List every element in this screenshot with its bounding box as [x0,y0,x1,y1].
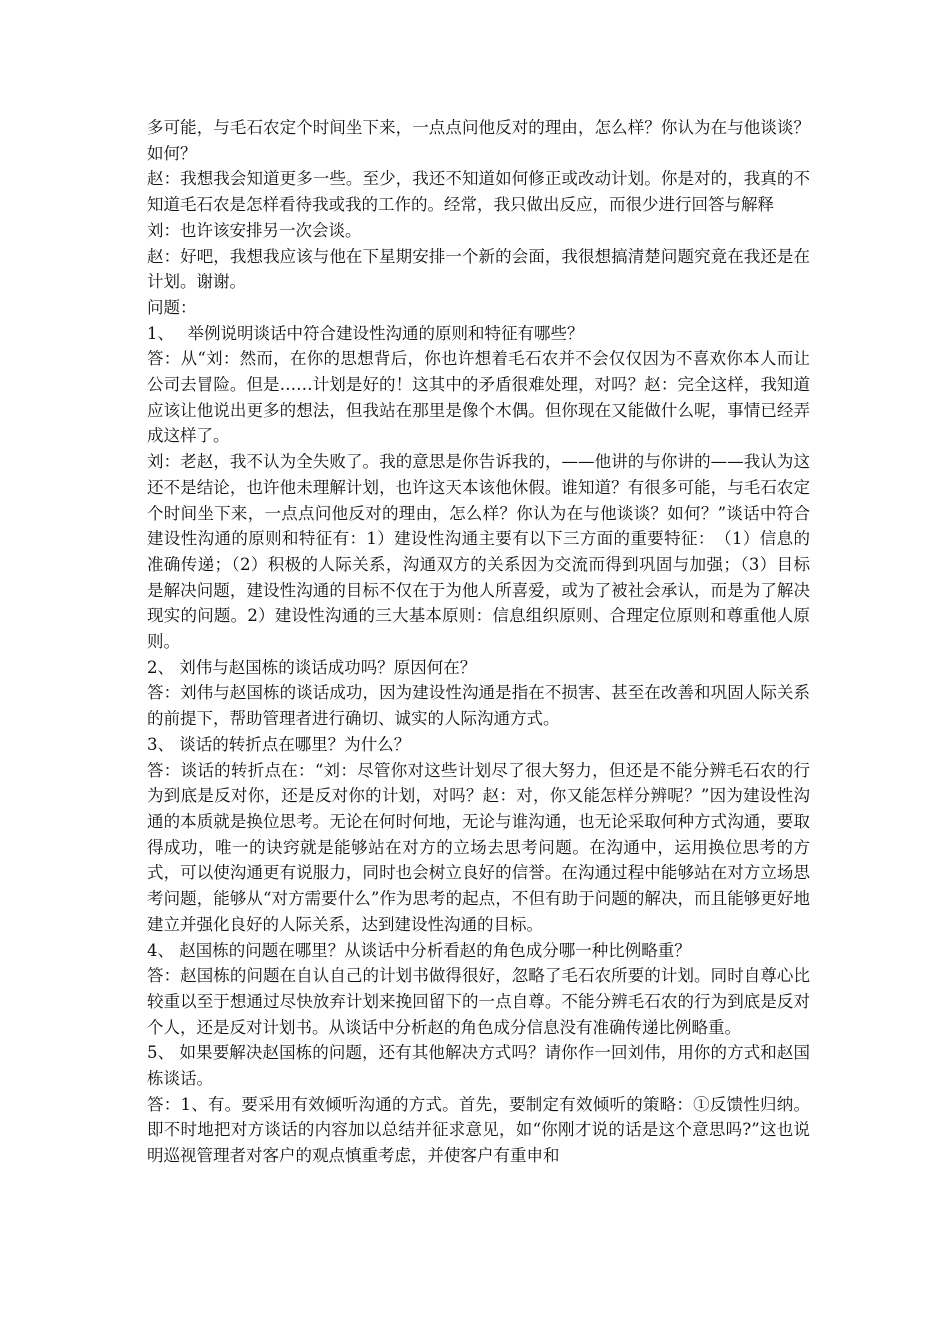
paragraph-continuation: 多可能，与毛石农定个时间坐下来，一点点问他反对的理由，怎么样？你认为在与他谈谈？如何？ [147,118,810,163]
document-page [147,115,810,1169]
question-1: 1、 举例说明谈话中符合建设性沟通的原则和特征有哪些？ [147,323,584,343]
questions-heading: 问题： [147,297,197,317]
question-4: 4、 赵国栋的问题在哪里？从谈话中分析看赵的角色成分哪一种比例略重？ [147,940,691,960]
question-5: 5、 如果要解决赵国栋的问题，还有其他解决方式吗？请你作一回刘伟，用你的方式和赵国栋谈话。 [147,1043,810,1089]
answer-4: 答：赵国栋的问题在自认自己的计划书做得很好，忽略了毛石农所要的计划。同时自尊心比较重以至于想通过尽快放弃计划来挽回留下的一点自尊。不能分辨毛石农的行为到底是反对个人，还是反对计划书。从谈话中分析赵的角色成分信息没有准确传递比例略重。 [147,966,810,1037]
answer-1-part-1: 答：从“刘：然而，在你的思想背后，你也许想着毛石农并不会仅仅因为不喜欢你本人而让公司去冒险。但是……计划是好的！这其中的矛盾很难处理，对吗？赵：完全这样，我知道应该让他说出更多的想法，但我站在那里是像个木偶。但你现在又能做什么呢，事情已经弄成这样了。 [147,349,810,446]
question-2: 2、 刘伟与赵国栋的谈话成功吗？原因何在？ [147,657,477,677]
paragraph-liu-suggestion: 刘：也许该安排另一次会谈。 [147,220,362,240]
answer-1-part-2: 刘：老赵，我不认为全失败了。我的意思是你告诉我的，——他讲的与你讲的——我认为这还不是结论，也许他未理解计划，也许这天本该他休假。谁知道？有很多可能，与毛石农定个时间坐下来，一点点问他反对的理由，怎么样？你认为在与他谈谈？如何？”谈话中符合建设性沟通的原则和特征有：1）建设性沟通主要有以下三方面的重要特征： （1）信息的准确传递；（2）积极的人际关系，沟通双方的关系因为交流而得到巩固与加强；（3）目标是解决问题，建设性沟通的目标不仅在于为他人所喜爱，或为了被社会承认，而是为了解决现实的问题。2）建设性沟通的三大基本原则：信息组织原则、合理定位原则和尊重他人原则。 [147,452,810,652]
paragraph-zhao-reply: 赵：我想我会知道更多一些。至少，我还不知道如何修正或改动计划。你是对的，我真的不知道毛石农是怎样看待我或我的工作的。经常，我只做出反应，而很少进行回答与解释 [147,169,810,215]
answer-3: 答：谈话的转折点在：“刘：尽管你对这些计划尽了很大努力，但还是不能分辨毛石农的行为到底是反对你，还是反对你的计划，对吗？赵：对，你又能怎样分辨呢？”因为建设性沟通的本质就是换位思考。无论在何时何地，无论与谁沟通，也无论采取何种方式沟通，要取得成功，唯一的诀窍就是能够站在对方的立场去思考问题。在沟通中，运用换位思考的方式，可以使沟通更有说服力，同时也会树立良好的信誉。在沟通过程中能够站在对方立场思考问题，能够从“对方需要什么”作为思考的起点，不但有助于问题的解决，而且能够更好地建立并强化良好的人际关系，达到建设性沟通的目标。 [147,760,810,934]
answer-2: 答：刘伟与赵国栋的谈话成功，因为建设性沟通是指在不损害、甚至在改善和巩固人际关系的前提下，帮助管理者进行确切、诚实的人际沟通方式。 [147,683,810,729]
paragraph-zhao-closing: 赵：好吧，我想我应该与他在下星期安排一个新的会面，我很想搞清楚问题究竟在我还是在计划。谢谢。 [147,246,810,292]
question-3: 3、 谈话的转折点在哪里？为什么？ [147,734,411,754]
answer-5: 答：1、有。要采用有效倾听沟通的方式。首先，要制定有效倾听的策略：①反馈性归纳。即不时地把对方谈话的内容加以总结并征求意见，如“你刚才说的话是这个意思吗?”这也说明巡视管理者对客户的观点慎重考虑，并使客户有重申和 [147,1094,810,1166]
